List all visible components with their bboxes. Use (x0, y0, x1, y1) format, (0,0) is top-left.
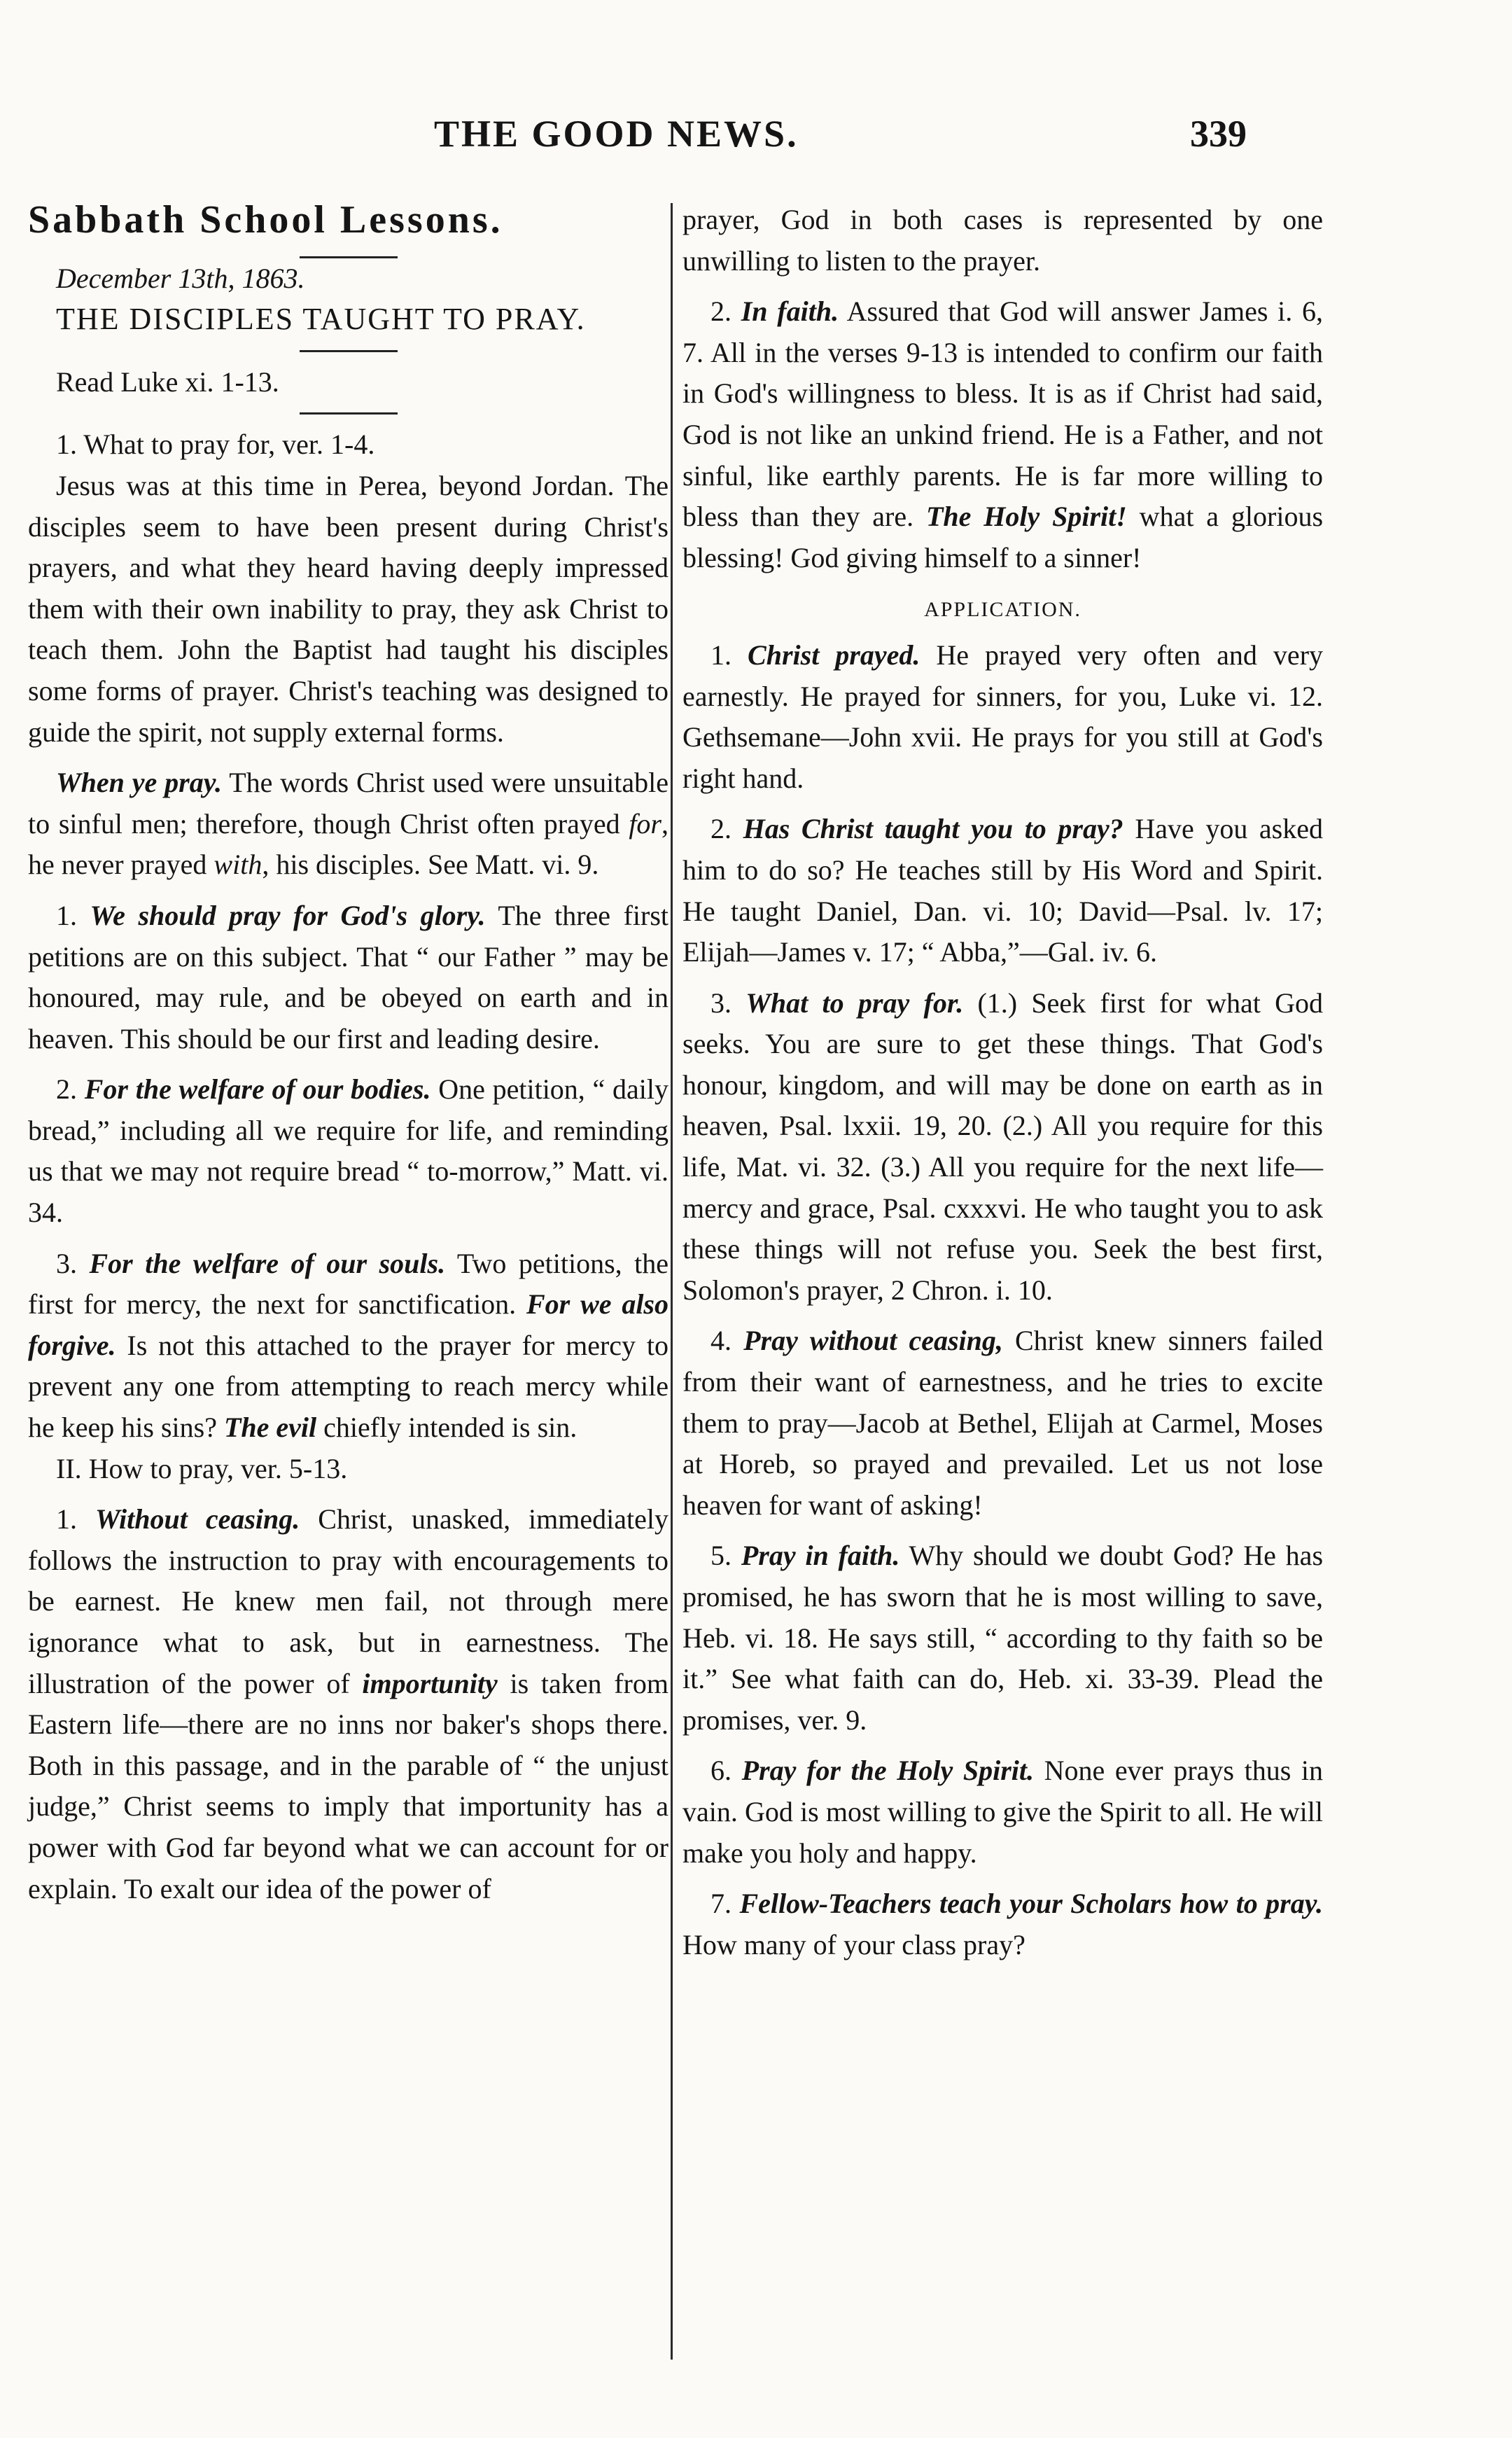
lesson-title-rule (300, 350, 398, 352)
part-one-heading: 1. What to pray for, ver. 1-4. (56, 429, 375, 461)
part-two-heading: II. How to pray, ver. 5-13. (56, 1452, 348, 1484)
point-number: 1. (56, 1503, 95, 1535)
paragraph-text: what a glorious blessing! God giving himself to a sinner! (682, 501, 1324, 573)
paragraph-without-ceasing (28, 1499, 668, 1909)
point-number: 7. (710, 1888, 740, 1920)
paragraph-continued: prayer, God in both cases is represented by one unwilling to listen to the prayer. (682, 204, 1323, 277)
left-column (28, 200, 668, 1909)
publication-title: THE GOOD NEWS. (434, 113, 799, 155)
application-item-7 (682, 1883, 1323, 1965)
run-in-heading: In faith. (741, 295, 839, 328)
run-in-heading: What to pray for. (746, 987, 964, 1019)
lesson-title: THE DISCIPLES TAUGHT TO PRAY. (56, 302, 586, 337)
paragraph-text: He prayed very often and very earnestly. He prayed for sinners, for you, Luke vi. 12. Gethsemane—John xvii. He prays for you still at God's right hand. (682, 639, 1324, 794)
page-number: 339 (1190, 113, 1247, 155)
paragraph-background: Jesus was at this time in Perea, beyond Jordan. The disciples seem to have been present during Christ's prayers, and what they heard having deeply impressed them with their own inability to pray, they ask Christ to teach them. John the Baptist had taught his disciples some forms of prayer. Christ's teaching was designed to guide the spirit, not supply external forms. (28, 469, 668, 748)
run-in-heading: When ye pray. (56, 767, 222, 799)
paragraph-welfare-souls (28, 1244, 668, 1449)
paragraph-welfare-bodies (28, 1069, 668, 1233)
point-number: 1. (710, 639, 748, 671)
paragraph-text: Christ knew sinners failed from their want of earnestness, and he tries to excite them to pray—Jacob at Bethel, Elijah at Carmel, Moses at Horeb, so prayed and prevailed. Let us not lose heaven for want of asking! (682, 1325, 1324, 1521)
paragraph-text: The words Christ used were unsuitable to sinful men; therefore, though Christ often prayed (28, 767, 668, 840)
point-number: 4. (710, 1325, 744, 1357)
paragraph-text: The three first petitions are on this subject. That “ our Father ” may be honoured, may rule, and be obeyed on earth and in heaven. This should be our first and leading desire. (28, 899, 669, 1054)
point-number: 2. (710, 813, 743, 845)
run-in-heading: For we also forgive. (28, 1288, 668, 1361)
lesson-date: December 13th, 1863. (56, 262, 305, 294)
run-in-heading: The Holy Spirit! (925, 501, 1127, 533)
run-in-heading: Pray in faith. (741, 1540, 900, 1572)
reading-rule (300, 412, 398, 415)
application-item-5 (682, 1535, 1323, 1741)
paragraph-text: None ever prays thus in vain. God is most willing to give the Spirit to all. He will make you holy and happy. (682, 1755, 1324, 1869)
paragraph-text: , his disciples. See Matt. vi. 9. (262, 849, 599, 881)
application-item-3 (682, 983, 1323, 1311)
point-number: 2. (56, 1073, 85, 1106)
paragraph-gods-glory (28, 896, 668, 1059)
run-in-heading: Without ceasing. (94, 1503, 300, 1535)
run-in-heading: The evil (223, 1412, 317, 1444)
point-number: 1. (56, 899, 90, 931)
paragraph-text: Why should we doubt God? He has promised, he has sworn that he is most willing to save, Heb. vi. 18. He says still, “ according to thy faith so be it.” See what faith can do, Heb. xi. 33-39. Plead the promises, ver. 9. (682, 1540, 1324, 1736)
run-in-heading: For the welfare of our bodies. (84, 1073, 431, 1106)
point-number: 3. (56, 1247, 90, 1279)
point-number: 3. (710, 987, 746, 1019)
point-number: 2. (710, 295, 741, 328)
application-heading: APPLICATION. (924, 598, 1082, 622)
paragraph-text: How many of your class pray? (682, 1928, 1026, 1960)
italic-word: with (214, 849, 262, 881)
paragraph-text: (1.) Seek first for what God seeks. You are sure to get these things. That God's honour, kingdom, and will may be done on earth as in heaven, Psal. lxxii. 19, 20. (2.) All you require for this life, Mat. vi. 32. (3.) All you require for the next life—mercy and grace, Psal. cxxxvi. He who taught you to ask these things will not refuse you. Seek the best first, Solomon's prayer, 2 Chron. i. 10. (682, 987, 1324, 1306)
run-in-heading: Pray without ceasing, (743, 1325, 1003, 1357)
paragraph-text: Christ, unasked, immediately follows the instruction to pray with encouragements to be earnest. He knew men fail, not through mere ignorance what to ask, but in earnestness. The illustration of the power of (28, 1503, 669, 1699)
italic-word: for (629, 807, 662, 840)
column-divider (671, 203, 673, 2360)
run-in-heading: Christ prayed. (748, 639, 920, 671)
run-in-heading: Pray for the Holy Spirit. (741, 1755, 1034, 1787)
italic-word: importunity (362, 1667, 498, 1699)
application-item-2 (682, 809, 1323, 973)
paragraph-text: Have you asked him to do so? He teaches still by His Word and Spirit. He taught Daniel, Dan. vi. 10; David—Psal. lv. 17; Elijah—James v. 17; “ Abba,”—Gal. iv. 6. (682, 813, 1324, 968)
paragraph-text: , he never prayed (28, 807, 668, 881)
application-item-6 (682, 1750, 1323, 1874)
paragraph-when-ye-pray (28, 762, 668, 886)
section-title: Sabbath School Lessons. (28, 198, 503, 242)
paragraph-text: Assured that God will answer James i. 6, 7. All in the verses 9-13 is intended to confirm our faith in God's willingness to bless. It is as if Christ had said, God is not like an unkind friend. He is a Father, and not sinful, like earthly parents. He is far more willing to bless than they are. (682, 295, 1324, 533)
run-in-heading: We should pray for God's glory. (90, 899, 486, 931)
point-number: 6. (710, 1755, 742, 1787)
run-in-heading: Fellow-Teachers teach your Scholars how to pray. (739, 1888, 1323, 1920)
right-column (682, 200, 1323, 1965)
paragraph-text: Is not this attached to the prayer for mercy to prevent any one from attempting to reach mercy while he keep his sins? (28, 1329, 668, 1444)
page-header (0, 112, 1512, 175)
paragraph-text: is taken from Eastern life—there are no inns nor baker's shops there. Both in this passage, and in the parable of “ the unjust judge,” Christ seems to imply that importunity has a power with God far beyond what we can account for or explain. To exalt our idea of the power of (28, 1667, 668, 1904)
run-in-heading: For the welfare of our souls. (89, 1247, 446, 1279)
paragraph-text: Two petitions, the first for mercy, the next for sanctification. (28, 1247, 669, 1321)
application-item-4 (682, 1321, 1323, 1526)
point-number: 5. (710, 1540, 741, 1572)
paragraph-text: chiefly intended is sin. (316, 1412, 578, 1444)
paragraph-text: One petition, “ daily bread,” including all we require for life, and reminding us that we may not require bread “ to-morrow,” Matt. vi. 34. (28, 1073, 668, 1229)
scripture-reading: Read Luke xi. 1-13. (56, 365, 279, 398)
paragraph-in-faith (682, 291, 1323, 578)
application-item-1 (682, 635, 1323, 799)
run-in-heading: Has Christ taught you to pray? (743, 813, 1124, 845)
